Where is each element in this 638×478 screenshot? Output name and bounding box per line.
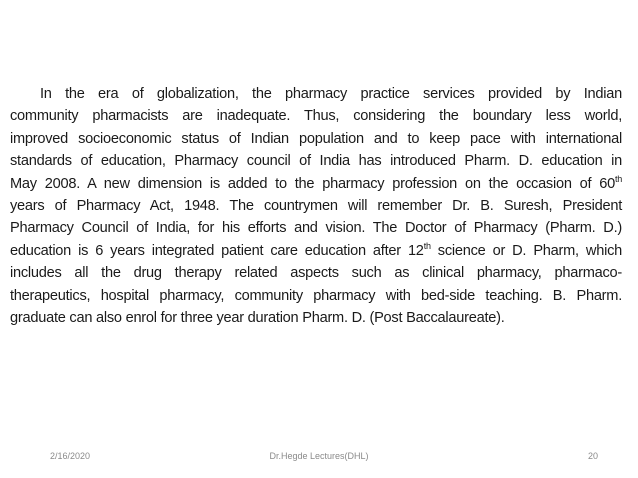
paragraph-line: standards of education, Pharmacy council of India has introduced Pharm. D. education in	[10, 153, 622, 170]
footer-page-number: 20	[587, 451, 598, 461]
body-paragraph	[10, 83, 622, 329]
paragraph-line: community pharmacists are inadequate. Thus, considering the boundary less world,	[10, 108, 622, 125]
paragraph-line: includes all the drug therapy related aspects such as clinical pharmacy, pharmaco-	[10, 265, 622, 282]
footer-date: 2/16/2020	[50, 451, 91, 461]
paragraph-line: education is 6 years integrated patient care education after 12th science or D. Pharm, which	[10, 240, 622, 259]
superscript-th: th	[423, 240, 431, 251]
paragraph-line: therapeutics, hospital pharmacy, community pharmacy with bed-side teaching. B. Pharm.	[10, 287, 622, 304]
paragraph-line: graduate can also enrol for three year duration Pharm. D. (Post Baccalaureate).	[10, 309, 505, 326]
superscript-th: th	[614, 173, 622, 184]
paragraph-line: Pharmacy Council of India, for his efforts and vision. The Doctor of Pharmacy (Pharm. D.)	[10, 220, 622, 237]
paragraph-line: improved socioeconomic status of Indian population and to keep pace with international	[10, 130, 622, 147]
paragraph-line: May 2008. A new dimension is added to the pharmacy profession on the occasion of 60th	[10, 173, 622, 192]
paragraph-line: In the era of globalization, the pharmacy practice services provided by Indian	[40, 86, 622, 102]
footer-author: Dr.Hegde Lectures(DHL)	[269, 451, 369, 461]
paragraph-line: years of Pharmacy Act, 1948. The countrymen will remember Dr. B. Suresh, President	[10, 197, 622, 214]
